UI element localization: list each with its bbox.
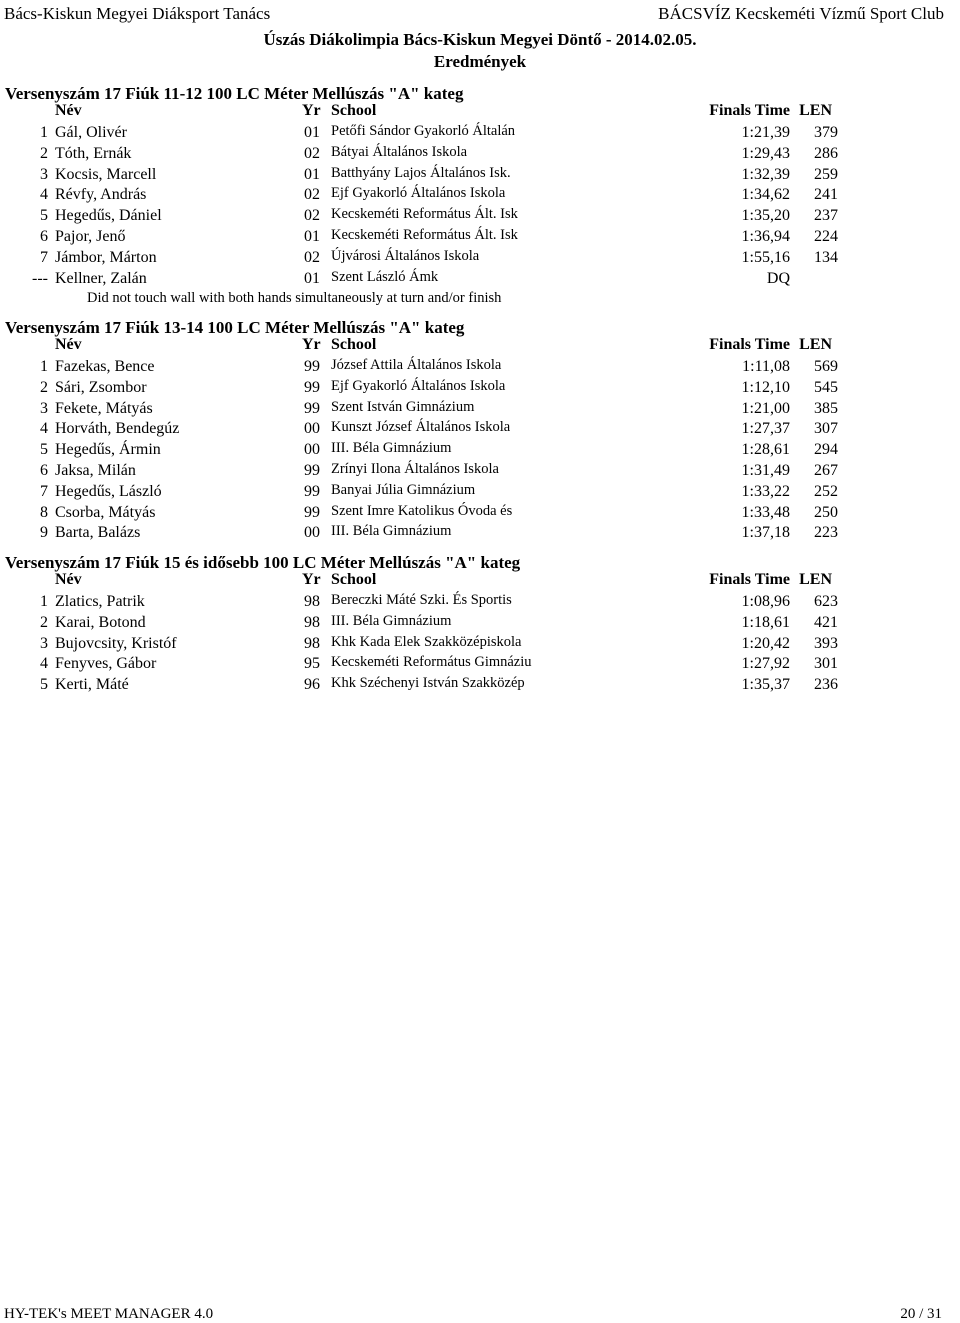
- result-row: [0, 270, 960, 291]
- swimmer-school: Petőfi Sándor Gyakorló Általán: [331, 123, 516, 139]
- swimmer-school: Batthyány Lajos Általános Isk.: [331, 164, 511, 181]
- result-row: [0, 207, 960, 228]
- swimmer-name: Zlatics, Patrik: [55, 593, 145, 610]
- finals-time: 1:18,61: [741, 613, 790, 631]
- swimmer-name: Karai, Botond: [55, 613, 146, 631]
- swimmer-name: Pajor, Jenő: [55, 228, 126, 245]
- result-place: 7: [40, 482, 48, 500]
- result-place: 4: [40, 420, 48, 438]
- swimmer-year: 01: [304, 228, 320, 245]
- swimmer-school: Banyai Júlia Gimnázium: [331, 481, 476, 498]
- swimmer-name: Fazekas, Bence: [55, 358, 155, 375]
- result-row: [0, 358, 960, 379]
- result-row: [0, 441, 960, 462]
- result-row: [0, 676, 960, 697]
- swimmer-name: Fenyves, Gábor: [55, 655, 157, 673]
- column-header-len: LEN: [799, 102, 832, 119]
- len-points: 379: [814, 124, 838, 141]
- result-row: [0, 379, 960, 400]
- column-header-finals-time: Finals Time: [709, 571, 790, 588]
- column-header-len: LEN: [799, 571, 832, 588]
- finals-time: 1:35,20: [741, 207, 790, 225]
- swimmer-name: Hegedűs, Dániel: [55, 207, 162, 225]
- result-row: [0, 504, 960, 525]
- result-place: 4: [40, 186, 48, 204]
- finals-time: 1:11,08: [742, 358, 790, 375]
- len-points: 569: [814, 358, 838, 375]
- result-place: 1: [40, 358, 48, 375]
- finals-time: 1:12,10: [741, 378, 790, 396]
- column-header-yr: Yr: [302, 571, 321, 588]
- swimmer-year: 02: [304, 248, 320, 266]
- result-place: 1: [40, 593, 48, 610]
- swimmer-year: 99: [304, 399, 320, 417]
- meet-title: Úszás Diákolimpia Bács-Kiskun Megyei Döntő - 2014.02.05.: [263, 30, 697, 49]
- len-points: 307: [814, 420, 838, 438]
- len-points: 294: [814, 441, 838, 459]
- result-row: [0, 186, 960, 207]
- swimmer-school: Ejf Gyakorló Általános Iskola: [331, 377, 506, 394]
- swimmer-name: Tóth, Ernák: [55, 144, 132, 162]
- event-title: Versenyszám 17 Fiúk 13-14 100 LC Méter Mellúszás "A" kateg: [5, 318, 465, 337]
- finals-time: 1:32,39: [741, 165, 790, 183]
- finals-time: 1:31,49: [741, 462, 790, 479]
- swimmer-year: 02: [304, 144, 320, 162]
- result-place: 5: [40, 441, 48, 459]
- column-header-name: Név: [55, 336, 82, 353]
- len-points: 267: [814, 462, 838, 479]
- finals-time: 1:35,37: [741, 676, 790, 694]
- len-points: 421: [814, 613, 838, 631]
- len-points: 250: [814, 503, 838, 521]
- column-header-school: School: [331, 571, 377, 588]
- len-points: 259: [814, 165, 838, 183]
- header-host-club: BÁCSVÍZ Kecskeméti Vízmű Sport Club: [658, 4, 944, 23]
- swimmer-school: III. Béla Gimnázium: [331, 612, 452, 629]
- result-place: 9: [40, 524, 48, 542]
- footer-software: HY-TEK's MEET MANAGER 4.0: [4, 1306, 214, 1322]
- result-row: [0, 145, 960, 166]
- swimmer-year: 00: [304, 420, 320, 438]
- len-points: 623: [814, 593, 838, 610]
- swimmer-school: III. Béla Gimnázium: [331, 523, 452, 540]
- swimmer-school: Kecskeméti Református Ált. Isk: [331, 206, 518, 223]
- result-row: [0, 593, 960, 614]
- result-row: [0, 420, 960, 441]
- swimmer-school: Szent Imre Katolikus Óvoda és: [331, 502, 513, 519]
- swimmer-name: Fekete, Mátyás: [55, 399, 153, 417]
- swimmer-school: Kecskeméti Református Ált. Isk: [331, 227, 518, 243]
- finals-time: 1:27,92: [741, 655, 790, 673]
- len-points: 223: [814, 524, 838, 542]
- swimmer-year: 99: [304, 482, 320, 500]
- column-header-school: School: [331, 102, 377, 119]
- finals-time: 1:21,00: [741, 399, 790, 417]
- swimmer-name: Sári, Zsombor: [55, 378, 147, 396]
- result-row: [0, 655, 960, 676]
- swimmer-year: 01: [304, 124, 320, 141]
- swimmer-school: III. Béla Gimnázium: [331, 440, 452, 457]
- swimmer-year: 99: [304, 462, 320, 479]
- swimmer-name: Kellner, Zalán: [55, 269, 147, 287]
- result-row: [0, 524, 960, 545]
- swimmer-year: 98: [304, 613, 320, 631]
- column-header-yr: Yr: [302, 336, 321, 353]
- swimmer-school: Szent László Ámk: [331, 268, 439, 285]
- swimmer-name: Jámbor, Márton: [55, 248, 157, 266]
- swimmer-name: Révfy, András: [55, 186, 147, 204]
- column-header-len: LEN: [799, 336, 832, 353]
- column-header-yr: Yr: [302, 102, 321, 119]
- finals-time: 1:33,22: [741, 482, 790, 500]
- swimmer-year: 01: [304, 269, 320, 287]
- result-row: [0, 462, 960, 483]
- swimmer-school: Ejf Gyakorló Általános Iskola: [331, 185, 506, 202]
- swimmer-school: Kecskeméti Református Gimnáziu: [331, 654, 532, 671]
- result-row: [0, 249, 960, 270]
- finals-time: 1:55,16: [741, 248, 790, 266]
- column-header-finals-time: Finals Time: [709, 336, 790, 353]
- result-place: 2: [40, 613, 48, 631]
- swimmer-school: Kunszt József Általános Iskola: [331, 419, 511, 436]
- swimmer-school: Bátyai Általános Iskola: [331, 143, 468, 160]
- swimmer-name: Barta, Balázs: [55, 524, 141, 542]
- len-points: 393: [814, 634, 838, 652]
- column-header-row: [0, 571, 960, 591]
- result-row: [0, 614, 960, 635]
- result-row: [0, 635, 960, 656]
- result-place: 7: [40, 248, 48, 266]
- len-points: 224: [814, 228, 838, 245]
- disqualification-note: Did not touch wall with both hands simultaneously at turn and/or finish: [87, 290, 502, 307]
- column-header-finals-time: Finals Time: [709, 102, 790, 119]
- swimmer-school: Szent István Gimnázium: [331, 398, 475, 415]
- result-place: 5: [40, 207, 48, 225]
- event-title: Versenyszám 17 Fiúk 15 és idősebb 100 LC Méter Mellúszás "A" kateg: [5, 553, 521, 572]
- finals-time: 1:36,94: [741, 228, 790, 245]
- len-points: 286: [814, 144, 838, 162]
- swimmer-year: 00: [304, 441, 320, 459]
- finals-time: 1:37,18: [741, 524, 790, 542]
- result-place: ---: [32, 269, 48, 287]
- result-place: 3: [40, 634, 48, 652]
- swimmer-name: Kocsis, Marcell: [55, 165, 157, 183]
- result-row: [0, 483, 960, 504]
- swimmer-year: 00: [304, 524, 320, 542]
- swimmer-year: 99: [304, 358, 320, 375]
- swimmer-year: 99: [304, 503, 320, 521]
- result-place: 2: [40, 378, 48, 396]
- footer-page-number: 20 / 31: [900, 1306, 942, 1322]
- swimmer-year: 02: [304, 207, 320, 225]
- event-title: Versenyszám 17 Fiúk 11-12 100 LC Méter Mellúszás "A" kateg: [5, 84, 464, 103]
- finals-time: 1:33,48: [741, 503, 790, 521]
- result-row: [0, 228, 960, 249]
- swimmer-school: Khk Széchenyi István Szakközép: [331, 675, 525, 692]
- swimmer-school: Bereczki Máté Szki. És Sportis: [331, 592, 512, 608]
- len-points: 385: [814, 399, 838, 417]
- swimmer-school: Khk Kada Elek Szakközépiskola: [331, 633, 522, 650]
- page-subtitle: Eredmények: [433, 52, 527, 71]
- len-points: 545: [814, 378, 838, 396]
- result-place: 6: [40, 228, 48, 245]
- column-header-name: Név: [55, 102, 82, 119]
- swimmer-name: Hegedűs, László: [55, 482, 162, 500]
- finals-time: DQ: [766, 269, 790, 287]
- swimmer-year: 01: [304, 165, 320, 183]
- swimmer-year: 02: [304, 186, 320, 204]
- swimmer-name: Horváth, Bendegúz: [55, 420, 180, 438]
- result-row: [0, 124, 960, 145]
- swimmer-name: Gál, Olivér: [55, 124, 127, 141]
- swimmer-year: 98: [304, 593, 320, 610]
- column-header-name: Név: [55, 571, 82, 588]
- swimmer-year: 96: [304, 676, 320, 694]
- result-place: 6: [40, 462, 48, 479]
- len-points: 237: [814, 207, 838, 225]
- swimmer-name: Bujovcsity, Kristóf: [55, 634, 177, 652]
- result-place: 2: [40, 144, 48, 162]
- len-points: 236: [814, 676, 838, 694]
- swimmer-school: József Attila Általános Iskola: [331, 357, 502, 373]
- finals-time: 1:21,39: [741, 124, 790, 141]
- swimmer-name: Csorba, Mátyás: [55, 503, 156, 521]
- len-points: 134: [814, 248, 838, 266]
- result-place: 5: [40, 676, 48, 694]
- finals-time: 1:29,43: [741, 144, 790, 162]
- finals-time: 1:08,96: [741, 593, 790, 610]
- swimmer-year: 95: [304, 655, 320, 673]
- swimmer-year: 98: [304, 634, 320, 652]
- finals-time: 1:27,37: [741, 420, 790, 438]
- len-points: 252: [814, 482, 838, 500]
- finals-time: 1:34,62: [741, 186, 790, 204]
- column-header-school: School: [331, 336, 377, 353]
- result-place: 3: [40, 165, 48, 183]
- swimmer-school: Újvárosi Általános Iskola: [331, 247, 480, 264]
- column-header-row: [0, 102, 960, 122]
- swimmer-name: Kerti, Máté: [55, 676, 129, 694]
- swimmer-school: Zrínyi Ilona Általános Iskola: [331, 461, 499, 477]
- finals-time: 1:20,42: [741, 634, 790, 652]
- header-organizer: Bács-Kiskun Megyei Diáksport Tanács: [4, 4, 271, 23]
- swimmer-name: Hegedűs, Ármin: [55, 441, 161, 459]
- len-points: 301: [814, 655, 838, 673]
- column-header-row: [0, 336, 960, 356]
- result-place: 4: [40, 655, 48, 673]
- result-place: 3: [40, 399, 48, 417]
- finals-time: 1:28,61: [741, 441, 790, 459]
- swimmer-year: 99: [304, 378, 320, 396]
- result-row: [0, 400, 960, 421]
- result-place: 8: [40, 503, 48, 521]
- result-place: 1: [40, 124, 48, 141]
- swimmer-name: Jaksa, Milán: [55, 462, 136, 479]
- result-row: [0, 166, 960, 187]
- len-points: 241: [814, 186, 838, 204]
